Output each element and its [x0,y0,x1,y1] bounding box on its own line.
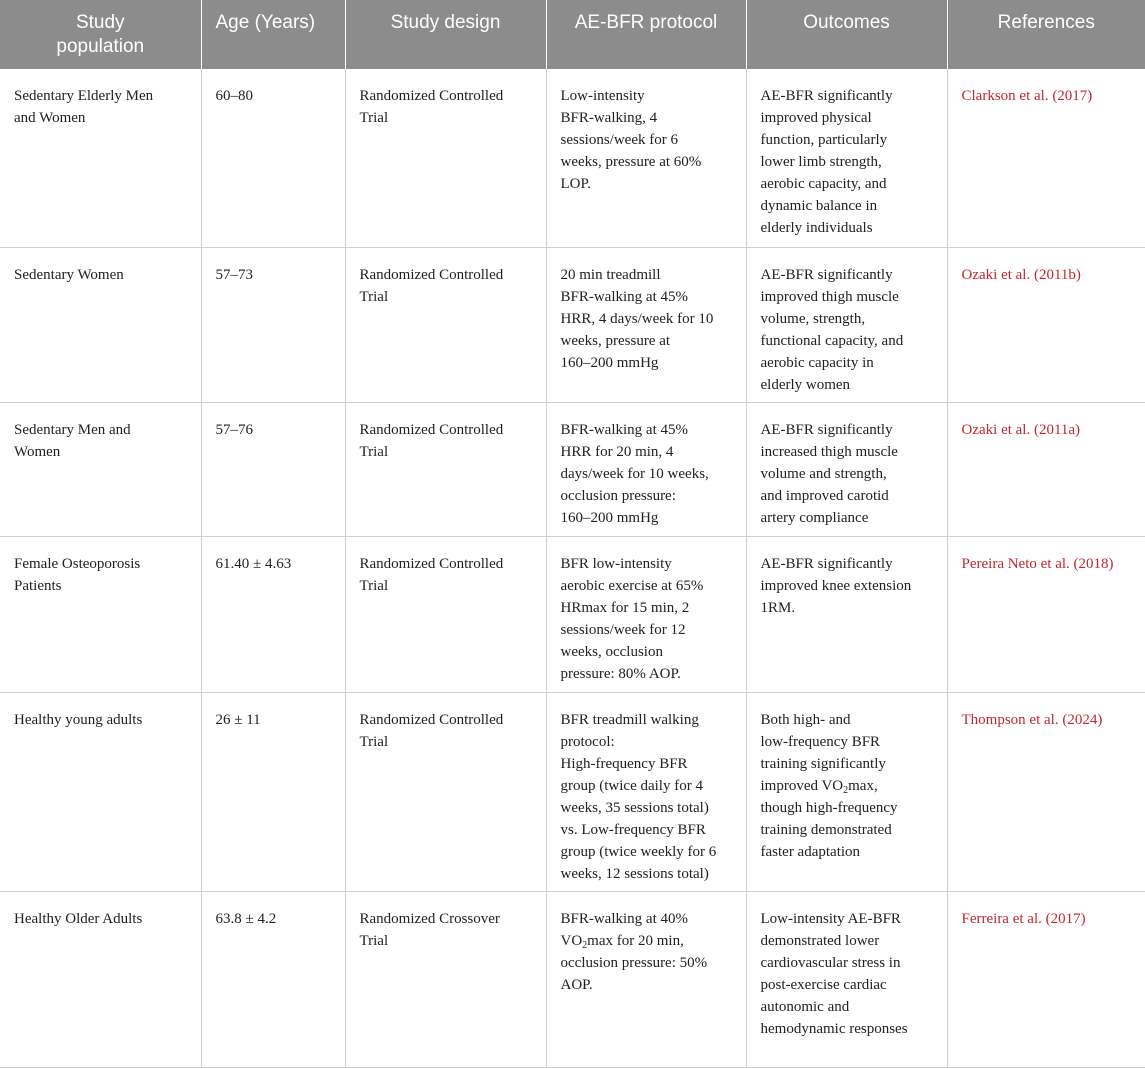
cell-protocol: BFR treadmill walking protocol: High-frequency BFR group (twice daily for 4 weeks, 35 sessions total) vs. Low-frequency BFR group (twice weekly for 6 weeks, 12 sessions total) [546,692,746,891]
cell-reference [947,402,1145,536]
cell-age: 26 ± 11 [201,692,345,891]
reference-link[interactable]: Ferreira et al. (2017) [961,910,1086,927]
table-row [0,247,1145,402]
cell-population: Female Osteoporosis Patients [0,536,201,692]
reference-link[interactable]: Pereira Neto et al. (2018) [961,555,1114,572]
cell-age: 63.8 ± 4.2 [201,891,345,1067]
cell-protocol: BFR low-intensity aerobic exercise at 65% HRmax for 15 min, 2 sessions/week for 12 weeks, occlusion pressure: 80% AOP. [546,536,746,692]
cell-reference [947,891,1145,1067]
cell-reference [947,692,1145,891]
cell-age: 57–76 [201,402,345,536]
cell-age: 60–80 [201,69,345,247]
header-study-design: Study design [345,0,546,69]
cell-outcomes: Both high- and low-frequency BFR training significantly improved $VO_2\max$, though high-frequency training demonstrated faster adaptation [746,692,947,891]
cell-outcomes: AE-BFR significantly improved knee extension 1RM. [746,536,947,692]
table-row [0,536,1145,692]
cell-design: Randomized Crossover Trial [345,891,546,1067]
cell-outcomes: AE-BFR significantly increased thigh muscle volume and strength, and improved carotid artery compliance [746,402,947,536]
cell-design: Randomized Controlled Trial [345,536,546,692]
cell-design: Randomized Controlled Trial [345,69,546,247]
cell-reference [947,69,1145,247]
cell-protocol: Low-intensity BFR-walking, 4 sessions/week for 6 weeks, pressure at 60% LOP. [546,69,746,247]
cell-population: Sedentary Elderly Men and Women [0,69,201,247]
cell-protocol: BFR-walking at 45% HRR for 20 min, 4 days/week for 10 weeks, occlusion pressure: 160–200 mmHg [546,402,746,536]
reference-link[interactable]: Thompson et al. (2024) [961,711,1103,728]
table-row [0,402,1145,536]
cell-design: Randomized Controlled Trial [345,247,546,402]
cell-population: Sedentary Men and Women [0,402,201,536]
header-study-population: Study population [0,0,201,69]
cell-population: Healthy Older Adults [0,891,201,1067]
cell-age: 61.40 ± 4.63 [201,536,345,692]
reference-link[interactable]: Ozaki et al. (2011a) [961,421,1081,438]
header-protocol: AE-BFR protocol [546,0,746,69]
header-outcomes: Outcomes [746,0,947,69]
header-references: References [947,0,1145,69]
cell-age: 57–73 [201,247,345,402]
header-row [0,0,1145,69]
reference-link[interactable]: Clarkson et al. (2017) [961,88,1093,104]
cell-protocol: 20 min treadmill BFR-walking at 45% HRR, 4 days/week for 10 weeks, pressure at 160–200 mmHg [546,247,746,402]
cell-outcomes: AE-BFR significantly improved thigh muscle volume, strength, functional capacity, and aerobic capacity in elderly women [746,247,947,402]
table-row [0,692,1145,891]
cell-reference [947,536,1145,692]
table-row [0,891,1145,1067]
reference-link[interactable]: Ozaki et al. (2011b) [961,266,1081,283]
header-age: Age (Years) [201,0,345,69]
cell-protocol: BFR-walking at 40% $VO_2\max$ for 20 min, occlusion pressure: 50% AOP. [546,891,746,1067]
cell-design: Randomized Controlled Trial [345,402,546,536]
table-row [0,69,1145,247]
cell-design: Randomized Controlled Trial [345,692,546,891]
cell-outcomes: Low-intensity AE-BFR demonstrated lower cardiovascular stress in post-exercise cardiac autonomic and hemodynamic responses [746,891,947,1067]
cell-outcomes: AE-BFR significantly improved physical function, particularly lower limb strength, aerobic capacity, and dynamic balance in elderly individuals [746,69,947,247]
cell-population: Healthy young adults [0,692,201,891]
cell-population: Sedentary Women [0,247,201,402]
cell-reference [947,247,1145,402]
